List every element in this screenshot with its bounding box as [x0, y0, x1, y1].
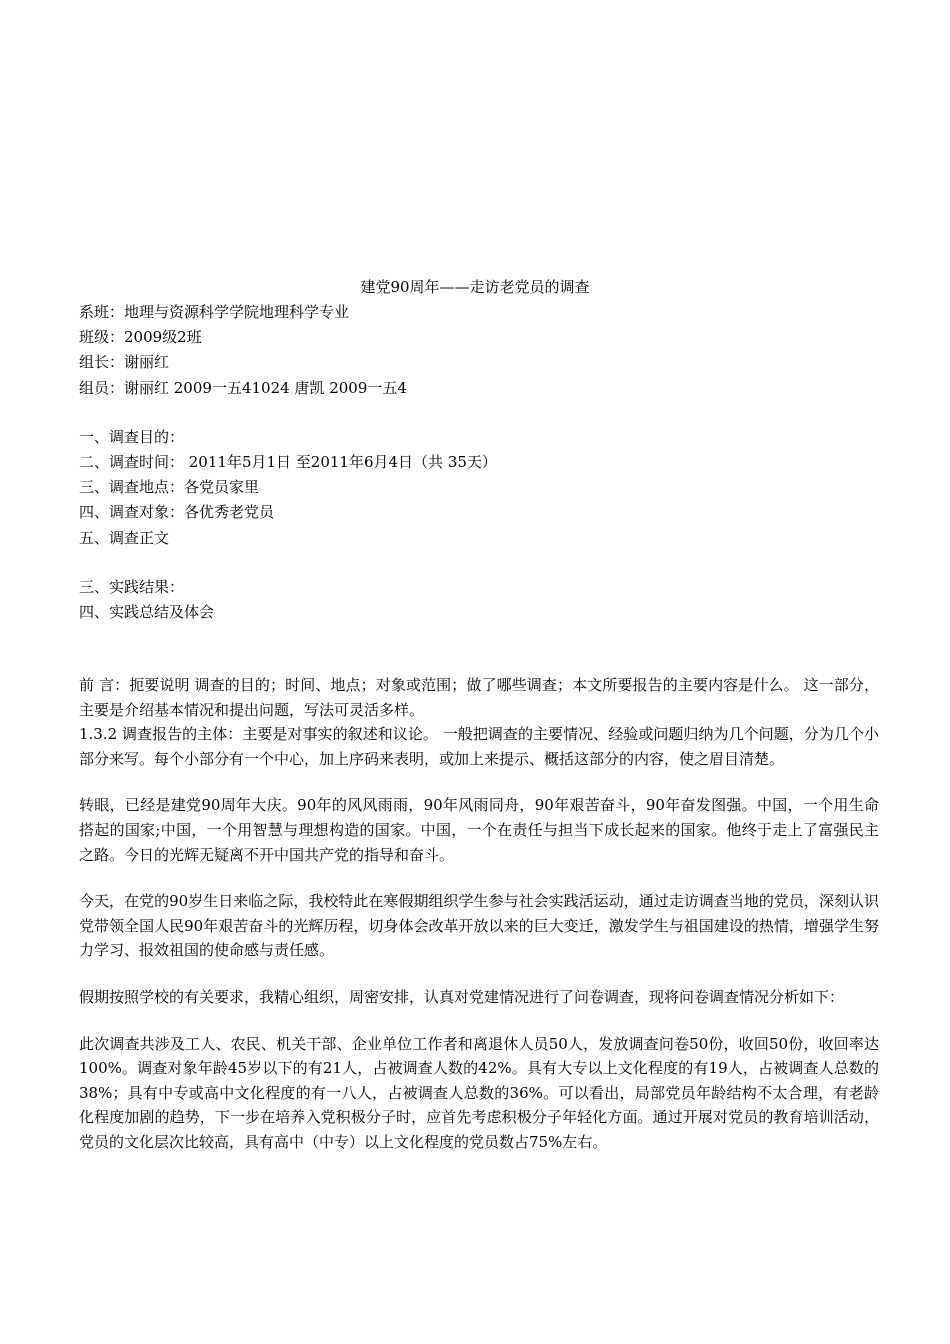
spacer [79, 551, 879, 575]
anniversary-paragraph: 转眼，已经是建党90周年大庆。90年的风风雨雨，90年风雨同舟，90年艰苦奋斗，90年奋发图强。中国，一个用生命搭起的国家;中国，一个用智慧与理想构造的国家。中国，一个在责任与担当下成长起来的国家。他终于走上了富强民主之路。今日的光辉无疑离不开中国共产党的指导和奋斗。 [79, 796, 879, 864]
outline-item-location: 三、调查地点：各党员家里 [79, 478, 260, 497]
activity-paragraph: 今天，在党的90岁生日来临之际，我校特此在寒假期组织学生参与社会实践活运动，通过走访调查当地的党员，深刻认识党带领全国人民90年艰苦奋斗的光辉历程，切身体会改革开放以来的巨大变迁，激发学生与祖国建设的热情，增强学生努力学习、报效祖国的使命感与责任感。 [79, 892, 879, 960]
spacer [79, 1010, 879, 1032]
survey-intro-paragraph: 假期按照学校的有关要求，我精心组织，周密安排，认真对党建情况进行了问卷调查，现将问卷调查情况分析如下： [79, 988, 845, 1006]
document-title: 建党90周年——走访老党员的调查 [360, 278, 590, 296]
spacer [79, 771, 879, 793]
spacer [79, 867, 879, 889]
outline-item-summary: 四、实践总结及体会 [79, 602, 215, 621]
outline-item-subject: 四、调查对象：各优秀老党员 [79, 503, 275, 522]
department-line: 系班：地理与资源科学学院地理科学专业 [79, 303, 350, 321]
outline-item-results: 三、实践结果： [79, 577, 185, 596]
members-line: 组员：谢丽红 2009一五41024 唐凯 2009一五4 [79, 378, 407, 397]
preface-paragraph: 前 言：扼要说明 调查的目的；时间、地点；对象或范围；做了哪些调查；本文所要报告的主要内容是什么。 这一部分，主要是介绍基本情况和提出问题，写法可灵活多样。 [79, 676, 879, 719]
outline-item-purpose: 一、调查目的： [79, 427, 185, 446]
spacer [79, 401, 879, 425]
document-body [79, 300, 879, 1155]
survey-results-paragraph: 此次调查共涉及工人、农民、机关干部、企业单位工作者和离退休人员50人，发放调查问卷50份，收回50份，收回率达100%。调查对象年龄45岁以下的有21人，占被调查人数的42%。具有大专以上文化程度的有19人，占被调查人总数的38%；具有中专或高中文化程度的有一八人，占被调查人总数的36%。可以看出，局部党员年龄结构不太合理，有老龄化程度加剧的趋势，下一步在培养入党积极分子时，应首先考虑积极分子年轻化方面。通过开展对党员的教育培训活动，党员的文化层次比较高，具有高中（中专）以上文化程度的党员数占75%左右。 [79, 1034, 879, 1151]
class-line: 班级：2009级2班 [79, 328, 202, 347]
leader-line: 组长：谢丽红 [79, 353, 170, 372]
outline-item-time: 二、调查时间： 2011年5月1日 至2011年6月4日（共 35天） [79, 452, 497, 471]
spacer [79, 963, 879, 985]
report-body-paragraph: 1.3.2 调查报告的主体：主要是对事实的叙述和议论。 一般把调查的主要情况、经验或问题归纳为几个问题，分为几个小部分来写。每个小部分有一个中心，加上序码来表明，或加上来提示、概括这部分的内容，使之眉目清楚。 [79, 725, 879, 768]
spacer [79, 625, 879, 673]
outline-item-main-text: 五、调查正文 [79, 528, 170, 547]
